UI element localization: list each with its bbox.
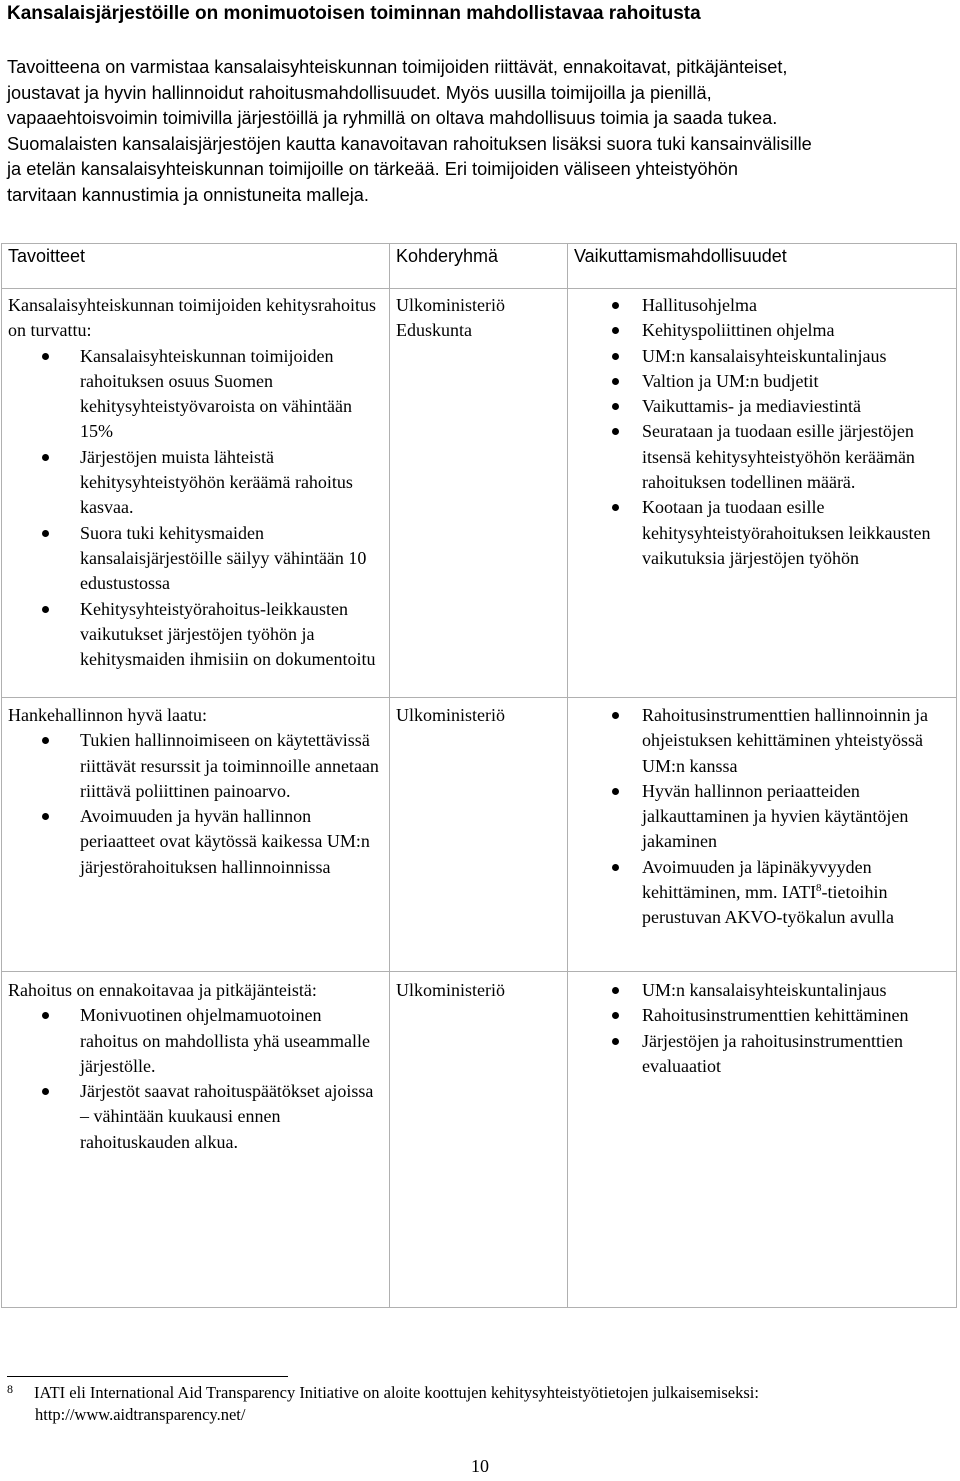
goal-lead: Kansalaisyhteiskunnan toimijoiden kehitysrahoitus on turvattu: [8, 295, 376, 341]
influence-item: Hyvän hallinnon periaatteiden jalkauttaminen ja hyvien käytäntöjen jakaminen [574, 779, 950, 855]
influence-item: Rahoitusinstrumenttien hallinnoinnin ja ohjeistuksen kehittäminen yhteistyössä UM:n kanssa [574, 703, 950, 779]
intro-line: vapaaehtoisvoimin toimivilla järjestöillä ja ryhmillä on oltava mahdollisuus toimia ja saada tukea. [7, 108, 778, 128]
header-cell-influence [568, 244, 957, 289]
target-cell [390, 289, 568, 698]
target-group: Ulkoministeriö [396, 295, 505, 315]
intro-line: ja etelän kansalaisyhteiskunnan toimijoille on tärkeää. Eri toimijoiden väliseen yhteistyöhön [7, 159, 738, 179]
goals-table [1, 243, 957, 1308]
goal-item: Avoimuuden ja hyvän hallinnon periaatteet ovat käytössä kaikessa UM:n järjestörahoituksen hallinnoinnissa [8, 804, 383, 880]
goal-list [8, 728, 383, 880]
intro-line: joustavat ja hyvin hallinnoidut rahoitusmahdollisuudet. Myös uusilla toimijoilla ja pienillä, [7, 82, 712, 103]
table-row [2, 698, 957, 972]
table-row [2, 972, 957, 1308]
footnote-text: IATI eli International Aid Transparency Initiative on aloite koottujen kehitysyhteistyötietojen julkaisemiseksi: [34, 1383, 759, 1402]
influence-item: UM:n kansalaisyhteiskuntalinjaus [574, 978, 950, 1003]
header-cell-target-group [390, 244, 568, 289]
header-label: Vaikuttamismahdollisuudet [574, 246, 787, 266]
goal-item: Järjestöt saavat rahoituspäätökset ajoissa – vähintään kuukausi ennen rahoituskauden alkua. [8, 1079, 383, 1155]
influence-cell [568, 698, 957, 972]
footnote [7, 1382, 952, 1426]
influence-item-text: Avoimuuden ja läpinäkyvyyden kehittäminen, mm. IATI [642, 856, 872, 903]
influence-item: Vaikuttamis- ja mediaviestintä [574, 394, 950, 419]
intro-line: Tavoitteena on varmistaa kansalaisyhteiskunnan toimijoiden riittävät, ennakoitavat, pitkäjänteiset, [7, 57, 788, 77]
goal-cell [2, 972, 390, 1308]
goal-lead: Rahoitus on ennakoitavaa ja pitkäjänteistä: [8, 980, 317, 1000]
intro-line: tarvitaan kannustimia ja onnistuneita malleja. [7, 184, 369, 205]
footnote-link[interactable]: http://www.aidtransparency.net/ [35, 1405, 246, 1424]
influence-item: Valtion ja UM:n budjetit [574, 369, 950, 394]
footnote-reference: 8 [815, 882, 822, 895]
influence-cell [568, 289, 957, 698]
table-row [2, 289, 957, 698]
influence-item: Kootaan ja tuodaan esille kehitysyhteistyörahoituksen leikkausten vaikutuksia järjestöjen työhön [574, 495, 950, 571]
footnote-separator [7, 1376, 288, 1377]
target-group: Ulkoministeriö [396, 705, 505, 725]
influence-cell [568, 972, 957, 1308]
goal-list [8, 344, 383, 673]
intro-line: Suomalaisten kansalaisjärjestöjen kautta kanavoitavan rahoituksen lisäksi suora tuki kansainvälisille [7, 133, 812, 154]
page-number: 10 [471, 1456, 489, 1476]
influence-list [574, 293, 950, 571]
influence-item-text: -tietoihin perustuvan AKVO-työkalun avulla [642, 882, 894, 928]
goal-item: Monivuotinen ohjelmamuotoinen rahoitus on mahdollista yhä useammalle järjestölle. [8, 1003, 383, 1079]
goal-item: Kehitysyhteistyörahoitus-leikkausten vaikutukset järjestöjen työhön ja kehitysmaiden ihmisiin on dokumentoitu [8, 597, 383, 673]
header-cell-goals [2, 244, 390, 289]
section-heading: Kansalaisjärjestöille on monimuotoisen toiminnan mahdollistavaa rahoitusta [7, 3, 701, 24]
influence-item: Kehityspoliittinen ohjelma [574, 318, 950, 343]
intro-paragraph [7, 55, 955, 208]
target-group: Ulkoministeriö [396, 980, 505, 1000]
influence-item: UM:n kansalaisyhteiskuntalinjaus [574, 344, 950, 369]
influence-list [574, 978, 950, 1079]
influence-list [574, 703, 950, 931]
header-label: Kohderyhmä [396, 246, 499, 266]
influence-item: Hallitusohjelma [574, 293, 950, 318]
header-label: Tavoitteet [8, 246, 86, 266]
goal-cell [2, 289, 390, 698]
goal-item: Kansalaisyhteiskunnan toimijoiden rahoituksen osuus Suomen kehitysyhteistyövaroista on vähintään 15% [8, 344, 383, 445]
goal-item: Suora tuki kehitysmaiden kansalaisjärjestöille säilyy vähintään 10 edustustossa [8, 521, 383, 597]
target-cell [390, 698, 568, 972]
influence-item: Seurataan ja tuodaan esille järjestöjen itsensä kehitysyhteistyöhön keräämän rahoituksen todellinen määrä. [574, 419, 950, 495]
influence-item [574, 855, 950, 931]
influence-item: Rahoitusinstrumenttien kehittäminen [574, 1003, 950, 1028]
goal-list [8, 1003, 383, 1155]
goal-item: Tukien hallinnoimiseen on käytettävissä riittävät resurssit ja toiminnoille annetaan riittävä poliittinen painoarvo. [8, 728, 383, 804]
goal-cell [2, 698, 390, 972]
target-cell [390, 972, 568, 1308]
footnote-mark: 8 [7, 1382, 13, 1396]
table-header-row [2, 244, 957, 289]
goal-lead: Hankehallinnon hyvä laatu: [8, 705, 207, 725]
influence-item: Järjestöjen ja rahoitusinstrumenttien evaluaatiot [574, 1029, 950, 1080]
target-group: Eduskunta [396, 320, 472, 341]
goal-item: Järjestöjen muista lähteistä kehitysyhteistyöhön keräämä rahoitus kasvaa. [8, 445, 383, 521]
